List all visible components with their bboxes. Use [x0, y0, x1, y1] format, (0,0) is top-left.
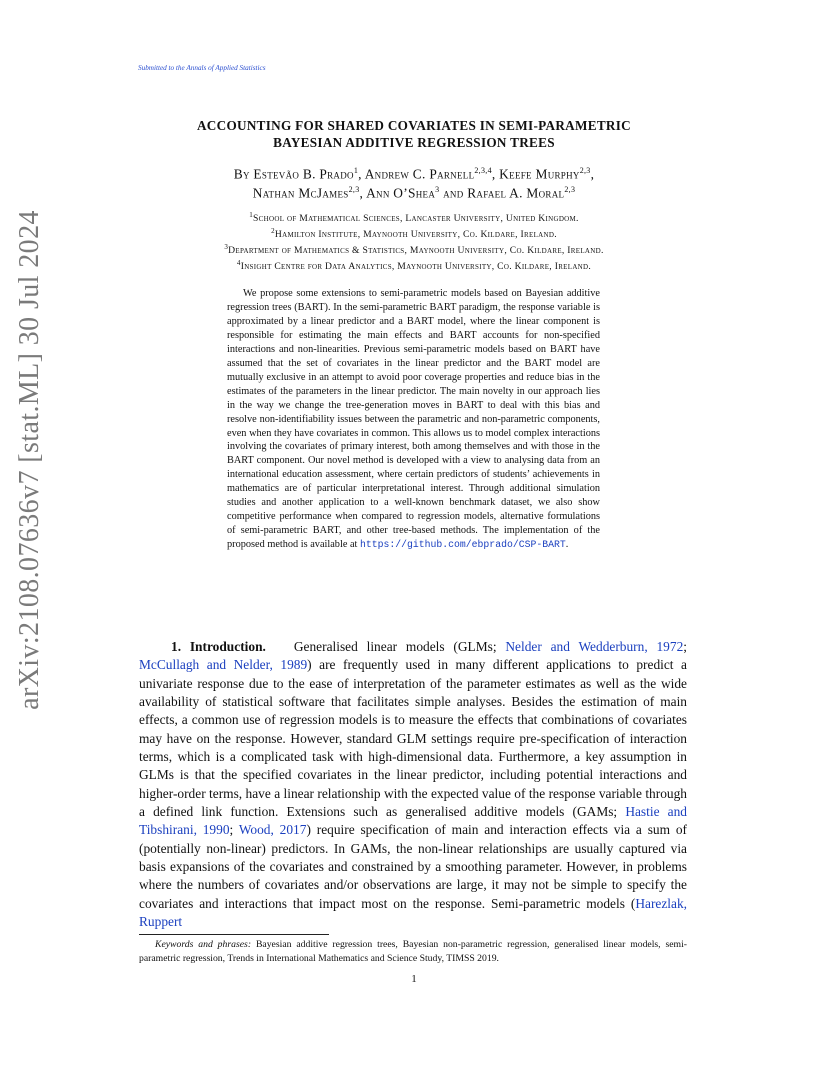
paper-title-line-1: ACCOUNTING FOR SHARED COVARIATES IN SEMI-PARAMETRIC [196, 118, 632, 133]
abstract [227, 287, 600, 552]
author-affiliation-mark: 1 [353, 166, 359, 175]
author-affiliation-mark: 2,3,4 [474, 166, 492, 175]
footnote-divider [139, 934, 329, 935]
affiliation-text: Hamilton Institute, Maynooth University, Co. Kildare, Ireland. [274, 229, 557, 241]
affiliation-text: Department of Mathematics & Statistics, Maynooth University, Co. Kildare, Ireland. [228, 245, 604, 257]
author-affiliation-mark: 2,3 [579, 166, 591, 175]
author-name: Nathan McJames [252, 185, 349, 201]
author-name: Keefe Murphy [499, 166, 580, 182]
paper-title-line-2: BAYESIAN ADDITIVE REGRESSION TREES [273, 135, 555, 150]
abstract-text: We propose some extensions to semi-parametric models based on Bayesian additive regression trees (BART). In the semi-parametric BART paradigm, the response variable is approximated by a linear predictor and a BART model, where the linear component is responsible for estimating the main effects and BART accounts for non-specified interactions and non-linearities. Previous semi-parametric models based on BART have assumed that the set of covariates in the linear predictor and the BART model are mutually exclusive in an attempt to avoid poor coverage properties and reduce bias in the estimates of the parameters in the linear predictor. The main novelty in our approach lies in the way we change the tree-generation moves in BART to deal with this bias and resolve non-identifiability issues between the parametric and non-parametric components, even when they have covariates in common. This allows us to model complex interactions involving the covariates of primary interest, both among themselves and with those in the BART component. Our novel method is developed with a view to analysing data from an international education assessment, where certain predictors of students’ achievements in mathematics are of particular interpretational interest. Through additional simulation studies and another application to a well-known benchmark dataset, we also show competitive performance when compared to regression models, alternative formulations of semi-parametric BART, and other tree-based methods. The implementation of the proposed method is available at [227, 288, 600, 551]
author-affiliation-mark: 2,3 [564, 185, 576, 194]
affiliation-mark: 2 [271, 227, 275, 235]
author-affiliation-mark: 2,3 [348, 185, 360, 194]
affiliation-mark: 1 [249, 211, 254, 219]
affiliation-mark: 3 [224, 243, 229, 251]
body-text: ) require specification of main and interaction effects via a sum of (potentially non-linear) predictors. In GAMs, the non-linear relationships are usually captured via basis expansions of the covariates and constrained by a smoothing parameter. However, in problems where the numbers of covariates and/or observations are large, it may not be simple to specify the covariates and interactions that impact most on the response. Semi-parametric models ( [139, 822, 687, 911]
author-affiliation-mark: 3 [435, 185, 440, 194]
abstract-end: . [565, 539, 569, 551]
author-list-line-1: By Estevão B. Prado$^1$, Andrew C. Parnell$^{2,3,4}$, Keefe Murphy$^{2,3}$, [233, 166, 595, 182]
author-name: Ann O’Shea [366, 185, 436, 201]
code-repository-link[interactable]: https://github.com/ebprado/CSP-BART [359, 539, 566, 551]
author-name: Estevão B. Prado [253, 166, 354, 182]
author-list-line-2: Nathan McJames$^{2,3}$, Ann O’Shea$^3$ and Rafael A. Moral$^{2,3}$ [252, 185, 576, 201]
body-text: ; [683, 639, 687, 654]
journal-submission-note: Submitted to the Annals of Applied Statistics [138, 64, 266, 72]
affiliation [0, 227, 828, 240]
body-text: ; [229, 822, 234, 838]
citation-link[interactable]: Nelder and Wedderburn, 1972 [505, 639, 684, 654]
affiliation-text: Insight Centre for Data Analytics, Maynooth University, Co. Kildare, Ireland. [240, 261, 592, 273]
citation-link[interactable]: Hastie and Tibshirani, 1990 [139, 804, 687, 838]
and-label: and [443, 185, 464, 201]
citation-link[interactable]: McCullagh and Nelder, 1989 [139, 657, 308, 673]
affiliation-text: School of Mathematical Sciences, Lancaster University, United Kingdom. [253, 213, 579, 225]
citation-link[interactable]: Harezlak, Ruppert [139, 895, 687, 930]
body-text: ) are frequently used in many different applications to predict a univariate response due to the ease of interpretation of the parameter estimates as well as the wide availability of statistical software that facilitates simple analyses. Besides the estimation of main effects, a common use of regression models is to measure the effects that combinations of covariates may have on the response. However, standard GLM settings require pre-specification of interaction terms, which is a complicated task with high-dimensional data. Furthermore, a key assumption in GLMs is that the specified covariates in the linear predictor, including potential interactions and higher-order terms, have a linear relationship with the expected value of the response variable through a defined link function. Extensions such as generalised additive models (GAMs; [139, 657, 687, 820]
author-name: Rafael A. Moral [467, 185, 565, 201]
arxiv-identifier-text: arXiv:2108.07636v7 [stat.ML] 30 Jul 2024 [14, 210, 45, 710]
introduction-section [139, 638, 687, 932]
body-text: Generalised linear models (GLMs; [293, 639, 497, 654]
affiliation [0, 243, 828, 256]
citation-link[interactable]: Wood, 2017 [238, 822, 307, 838]
by-label: By [233, 166, 250, 182]
keywords-text: Bayesian additive regression trees, Bayesian non-parametric regression, generalised linear models, semi-parametric regression, Trends in International Mathematics and Science Study, TIMSS 2019. [139, 939, 688, 964]
affiliation [0, 211, 828, 224]
section-heading: 1. Introduction. [171, 639, 266, 654]
keywords-label: Keywords and phrases: [155, 939, 252, 950]
keywords-footnote [139, 938, 687, 965]
author-name: Andrew C. Parnell [364, 166, 475, 182]
affiliation [0, 259, 828, 272]
page-number: 1 [411, 973, 417, 985]
affiliation-mark: 4 [236, 259, 241, 267]
arxiv-identifier-stamp [0, 0, 60, 1072]
